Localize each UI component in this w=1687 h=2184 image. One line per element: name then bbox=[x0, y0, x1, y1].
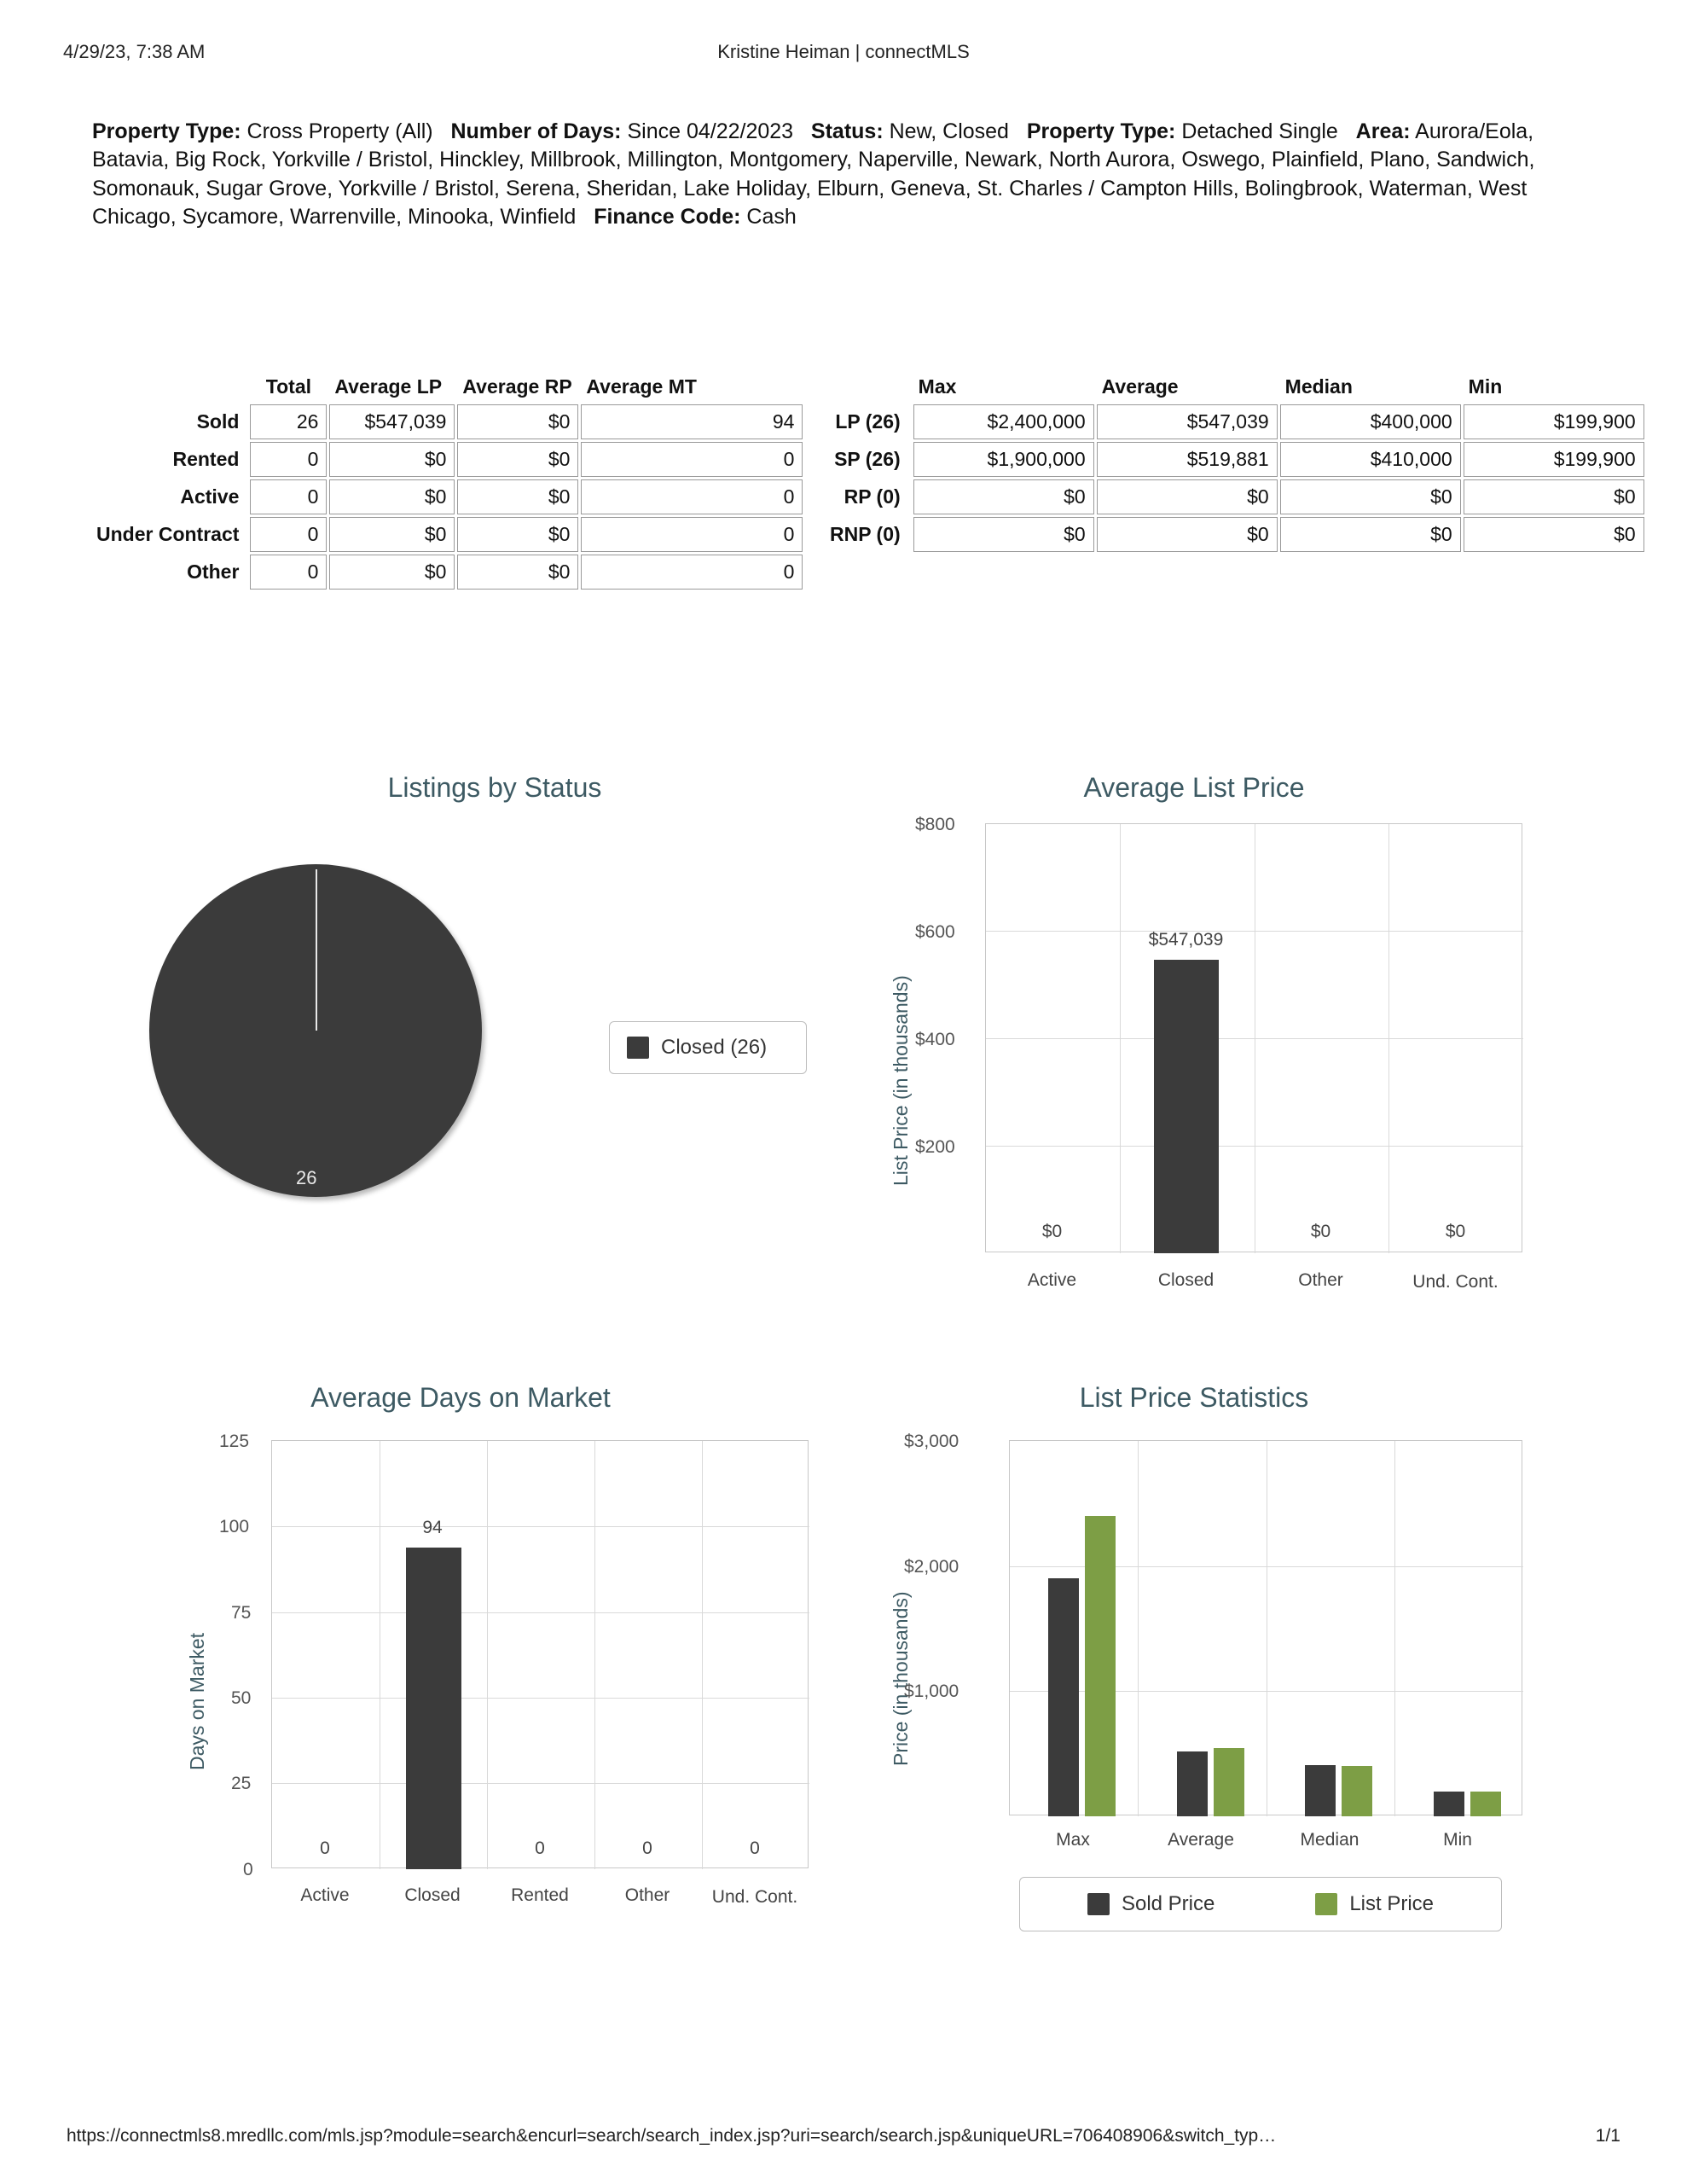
cell-sp-min: $199,900 bbox=[1464, 442, 1644, 477]
gridline-vertical bbox=[702, 1441, 703, 1869]
cell-sp-median: $410,000 bbox=[1280, 442, 1461, 477]
bar-average-list-price bbox=[1214, 1748, 1244, 1816]
chart-title-listings-by-status: Listings by Status bbox=[387, 772, 602, 803]
summary-table bbox=[94, 373, 805, 592]
cell-rp-average: $0 bbox=[1097, 479, 1278, 514]
bar-label-und-cont: 0 bbox=[750, 1838, 760, 1858]
cell-rented-avg-rp: $0 bbox=[457, 442, 578, 477]
cell-active-avg-lp: $0 bbox=[329, 479, 455, 514]
row-label-other: Other bbox=[187, 561, 240, 583]
criteria-days-label: Number of Days: bbox=[450, 119, 622, 143]
cell-under-contract-avg-mt: 0 bbox=[581, 517, 803, 552]
bar-label-und-cont: $0 bbox=[1445, 1222, 1466, 1241]
cell-rented-avg-mt: 0 bbox=[581, 442, 803, 477]
legend-listings-by-status bbox=[609, 1021, 807, 1074]
row-label-sold: Sold bbox=[196, 410, 240, 433]
cell-lp-max: $2,400,000 bbox=[913, 404, 1094, 439]
table-row bbox=[830, 479, 1644, 514]
criteria-property-type2-value: Detached Single bbox=[1181, 119, 1338, 143]
x-tick-min: Min bbox=[1443, 1830, 1472, 1850]
cell-other-avg-mt: 0 bbox=[581, 555, 803, 590]
x-tick-closed: Closed bbox=[1157, 1270, 1215, 1290]
col-total: Total bbox=[265, 375, 312, 398]
bar-label-other: $0 bbox=[1310, 1222, 1331, 1241]
cell-active-avg-rp: $0 bbox=[457, 479, 578, 514]
gridline-vertical bbox=[1394, 1441, 1395, 1816]
legend-label-list-price: List Price bbox=[1349, 1892, 1435, 1915]
legend-swatch-closed bbox=[627, 1037, 649, 1059]
plot-area-average-days-on-market bbox=[271, 1440, 809, 1868]
table-header-row bbox=[830, 375, 1644, 402]
pie-seam bbox=[316, 869, 317, 1031]
y-tick-125: 125 bbox=[219, 1432, 250, 1451]
row-label-lp: LP (26) bbox=[835, 410, 901, 433]
pie-chart-listings-by-status bbox=[149, 864, 482, 1197]
cell-under-contract-total: 0 bbox=[250, 517, 327, 552]
pie-slice-closed bbox=[149, 864, 482, 1197]
cell-rnp-min: $0 bbox=[1464, 517, 1644, 552]
gridline bbox=[272, 1698, 809, 1699]
y-axis-label-price: Price (in thousands) bbox=[890, 1591, 912, 1766]
table-row bbox=[830, 404, 1644, 439]
col-max: Max bbox=[918, 375, 957, 398]
legend-label-closed: Closed (26) bbox=[661, 1036, 768, 1059]
bar-median-list-price bbox=[1342, 1766, 1372, 1816]
cell-active-avg-mt: 0 bbox=[581, 479, 803, 514]
col-average: Average bbox=[1101, 375, 1179, 398]
col-median: Median bbox=[1284, 375, 1353, 398]
cell-rp-min: $0 bbox=[1464, 479, 1644, 514]
x-tick-und-cont: Und. Cont. bbox=[711, 1887, 798, 1907]
criteria-property-type2-label: Property Type: bbox=[1026, 119, 1176, 143]
cell-rnp-max: $0 bbox=[913, 517, 1094, 552]
col-average-mt: Average MT bbox=[586, 375, 697, 398]
cell-under-contract-avg-lp: $0 bbox=[329, 517, 455, 552]
cell-under-contract-avg-rp: $0 bbox=[457, 517, 578, 552]
cell-sold-avg-mt: 94 bbox=[581, 404, 803, 439]
x-tick-rented: Rented bbox=[511, 1885, 569, 1905]
bar-min-list-price bbox=[1470, 1792, 1501, 1816]
col-average-rp: Average RP bbox=[462, 375, 572, 398]
row-label-rnp: RNP (0) bbox=[830, 523, 901, 545]
x-tick-active: Active bbox=[300, 1885, 350, 1905]
criteria-property-type-label: Property Type: bbox=[92, 119, 241, 143]
cell-rnp-average: $0 bbox=[1097, 517, 1278, 552]
row-label-sp: SP (26) bbox=[834, 448, 901, 470]
y-tick-100: 100 bbox=[219, 1517, 250, 1536]
header-title: Kristine Heiman | connectMLS bbox=[717, 41, 970, 62]
footer-url[interactable]: https://connectmls8.mredllc.com/mls.jsp?module=search&encurl=search/search_index.jsp?uri=search/search.jsp&uniqueURL=706408906&switch_typ… bbox=[67, 2126, 1277, 2146]
cell-sold-avg-rp: $0 bbox=[457, 404, 578, 439]
table-header-row bbox=[96, 375, 803, 402]
bar-max-list-price bbox=[1085, 1516, 1116, 1816]
gridline-vertical bbox=[487, 1441, 488, 1869]
gridline-vertical bbox=[594, 1441, 595, 1869]
x-tick-average: Average bbox=[1168, 1830, 1234, 1850]
y-tick-600: $600 bbox=[915, 922, 955, 942]
criteria-status-label: Status: bbox=[810, 119, 884, 143]
cell-other-total: 0 bbox=[250, 555, 327, 590]
y-tick-25: 25 bbox=[231, 1774, 252, 1793]
bar-median-sold-price bbox=[1305, 1765, 1336, 1816]
criteria-area-value: Aurora/Eola, Batavia, Big Rock, Yorkville / Bristol, Hinckley, Millbrook, Millington, Montgomery, Naperville, Newark, North Aurora, Oswego, Plainfield, Plano, Sandwich, Somonauk, Sugar Grove, Yorkville / Bristol, Serena, Sheridan, Lake Holiday, Elburn, Geneva, St. Charles / Campton Hills, Bolingbrook, Waterman, West Chicago, Sycamore, Warrenville, Minooka, Winfield bbox=[92, 119, 1535, 229]
gridline bbox=[272, 1526, 809, 1527]
bar-min-sold-price bbox=[1434, 1792, 1464, 1816]
y-tick-3000: $3,000 bbox=[904, 1432, 959, 1451]
plot-area-list-price-statistics bbox=[1009, 1440, 1522, 1815]
gridline-vertical bbox=[1138, 1441, 1139, 1816]
y-tick-800: $800 bbox=[915, 815, 955, 834]
x-tick-other: Other bbox=[624, 1885, 670, 1905]
legend-swatch-sold-price bbox=[1087, 1893, 1110, 1915]
row-label-under-contract: Under Contract bbox=[96, 523, 240, 545]
legend-list-price-statistics bbox=[1019, 1877, 1502, 1931]
bar-label-closed: $547,039 bbox=[1148, 930, 1224, 950]
cell-lp-min: $199,900 bbox=[1464, 404, 1644, 439]
table-row bbox=[96, 555, 803, 590]
bar-label-other: 0 bbox=[642, 1838, 652, 1858]
chart-title-average-days-on-market: Average Days on Market bbox=[310, 1382, 611, 1413]
table-row bbox=[96, 479, 803, 514]
plot-area-average-list-price bbox=[985, 823, 1522, 1252]
cell-sold-total: 26 bbox=[250, 404, 327, 439]
cell-active-total: 0 bbox=[250, 479, 327, 514]
chart-title-list-price-statistics: List Price Statistics bbox=[1079, 1382, 1309, 1413]
y-tick-0: 0 bbox=[243, 1860, 253, 1879]
table-row bbox=[96, 517, 803, 552]
cell-rp-median: $0 bbox=[1280, 479, 1461, 514]
bar-closed bbox=[406, 1548, 461, 1869]
y-tick-2000: $2,000 bbox=[904, 1557, 959, 1577]
row-label-active: Active bbox=[180, 485, 240, 508]
cell-lp-average: $547,039 bbox=[1097, 404, 1278, 439]
legend-entry-sold-price bbox=[1087, 1892, 1215, 1916]
x-tick-median: Median bbox=[1300, 1830, 1359, 1850]
price-statistics-table bbox=[827, 373, 1647, 555]
x-tick-other: Other bbox=[1298, 1270, 1343, 1290]
legend-swatch-list-price bbox=[1315, 1893, 1337, 1915]
bar-label-active: 0 bbox=[320, 1838, 330, 1858]
col-average-lp: Average LP bbox=[334, 375, 443, 398]
y-axis-label-list-price: List Price (in thousands) bbox=[890, 975, 912, 1186]
x-tick-und-cont: Und. Cont. bbox=[1412, 1272, 1499, 1292]
gridline-vertical bbox=[1120, 824, 1121, 1253]
cell-sold-avg-lp: $547,039 bbox=[329, 404, 455, 439]
table-row bbox=[96, 404, 803, 439]
cell-sp-average: $519,881 bbox=[1097, 442, 1278, 477]
criteria-area-label: Area: bbox=[1355, 119, 1411, 143]
gridline bbox=[272, 1612, 809, 1613]
row-label-rp: RP (0) bbox=[844, 485, 901, 508]
col-min: Min bbox=[1468, 375, 1503, 398]
header-datetime: 4/29/23, 7:38 AM bbox=[63, 41, 206, 62]
y-axis-label-days-on-market: Days on Market bbox=[186, 1632, 208, 1770]
footer-page-number: 1/1 bbox=[1595, 2126, 1620, 2146]
criteria-property-type-value: Cross Property (All) bbox=[246, 119, 433, 143]
cell-sp-max: $1,900,000 bbox=[913, 442, 1094, 477]
table-row bbox=[830, 517, 1644, 552]
chart-title-average-list-price: Average List Price bbox=[1083, 772, 1305, 803]
x-tick-max: Max bbox=[1056, 1830, 1090, 1850]
y-tick-200: $200 bbox=[915, 1137, 955, 1157]
cell-rnp-median: $0 bbox=[1280, 517, 1461, 552]
criteria-days-value: Since 04/22/2023 bbox=[627, 119, 794, 143]
gridline bbox=[272, 1783, 809, 1784]
criteria-status-value: New, Closed bbox=[889, 119, 1009, 143]
bar-closed bbox=[1154, 960, 1219, 1253]
cell-rented-total: 0 bbox=[250, 442, 327, 477]
y-tick-75: 75 bbox=[231, 1603, 252, 1623]
table-row bbox=[830, 442, 1644, 477]
search-criteria bbox=[92, 118, 1593, 231]
cell-rp-max: $0 bbox=[913, 479, 1094, 514]
gridline-vertical bbox=[1388, 824, 1389, 1253]
bar-average-sold-price bbox=[1177, 1751, 1208, 1816]
x-tick-closed: Closed bbox=[404, 1885, 461, 1905]
row-label-rented: Rented bbox=[172, 448, 240, 470]
cell-rented-avg-lp: $0 bbox=[329, 442, 455, 477]
pie-slice-label-closed: 26 bbox=[296, 1167, 317, 1188]
legend-entry-list-price bbox=[1315, 1892, 1434, 1916]
criteria-finance-code-value: Cash bbox=[746, 204, 797, 229]
criteria-finance-code-label: Finance Code: bbox=[594, 204, 741, 229]
y-tick-50: 50 bbox=[231, 1688, 252, 1708]
y-tick-1000: $1,000 bbox=[904, 1682, 959, 1701]
bar-label-closed: 94 bbox=[422, 1518, 443, 1537]
bar-max-sold-price bbox=[1048, 1578, 1079, 1816]
bar-label-rented: 0 bbox=[535, 1838, 545, 1858]
cell-other-avg-lp: $0 bbox=[329, 555, 455, 590]
y-tick-400: $400 bbox=[915, 1030, 955, 1049]
table-row bbox=[96, 442, 803, 477]
cell-other-avg-rp: $0 bbox=[457, 555, 578, 590]
legend-label-sold-price: Sold Price bbox=[1121, 1892, 1215, 1915]
x-tick-active: Active bbox=[1027, 1270, 1077, 1290]
bar-label-active: $0 bbox=[1041, 1222, 1063, 1241]
cell-lp-median: $400,000 bbox=[1280, 404, 1461, 439]
